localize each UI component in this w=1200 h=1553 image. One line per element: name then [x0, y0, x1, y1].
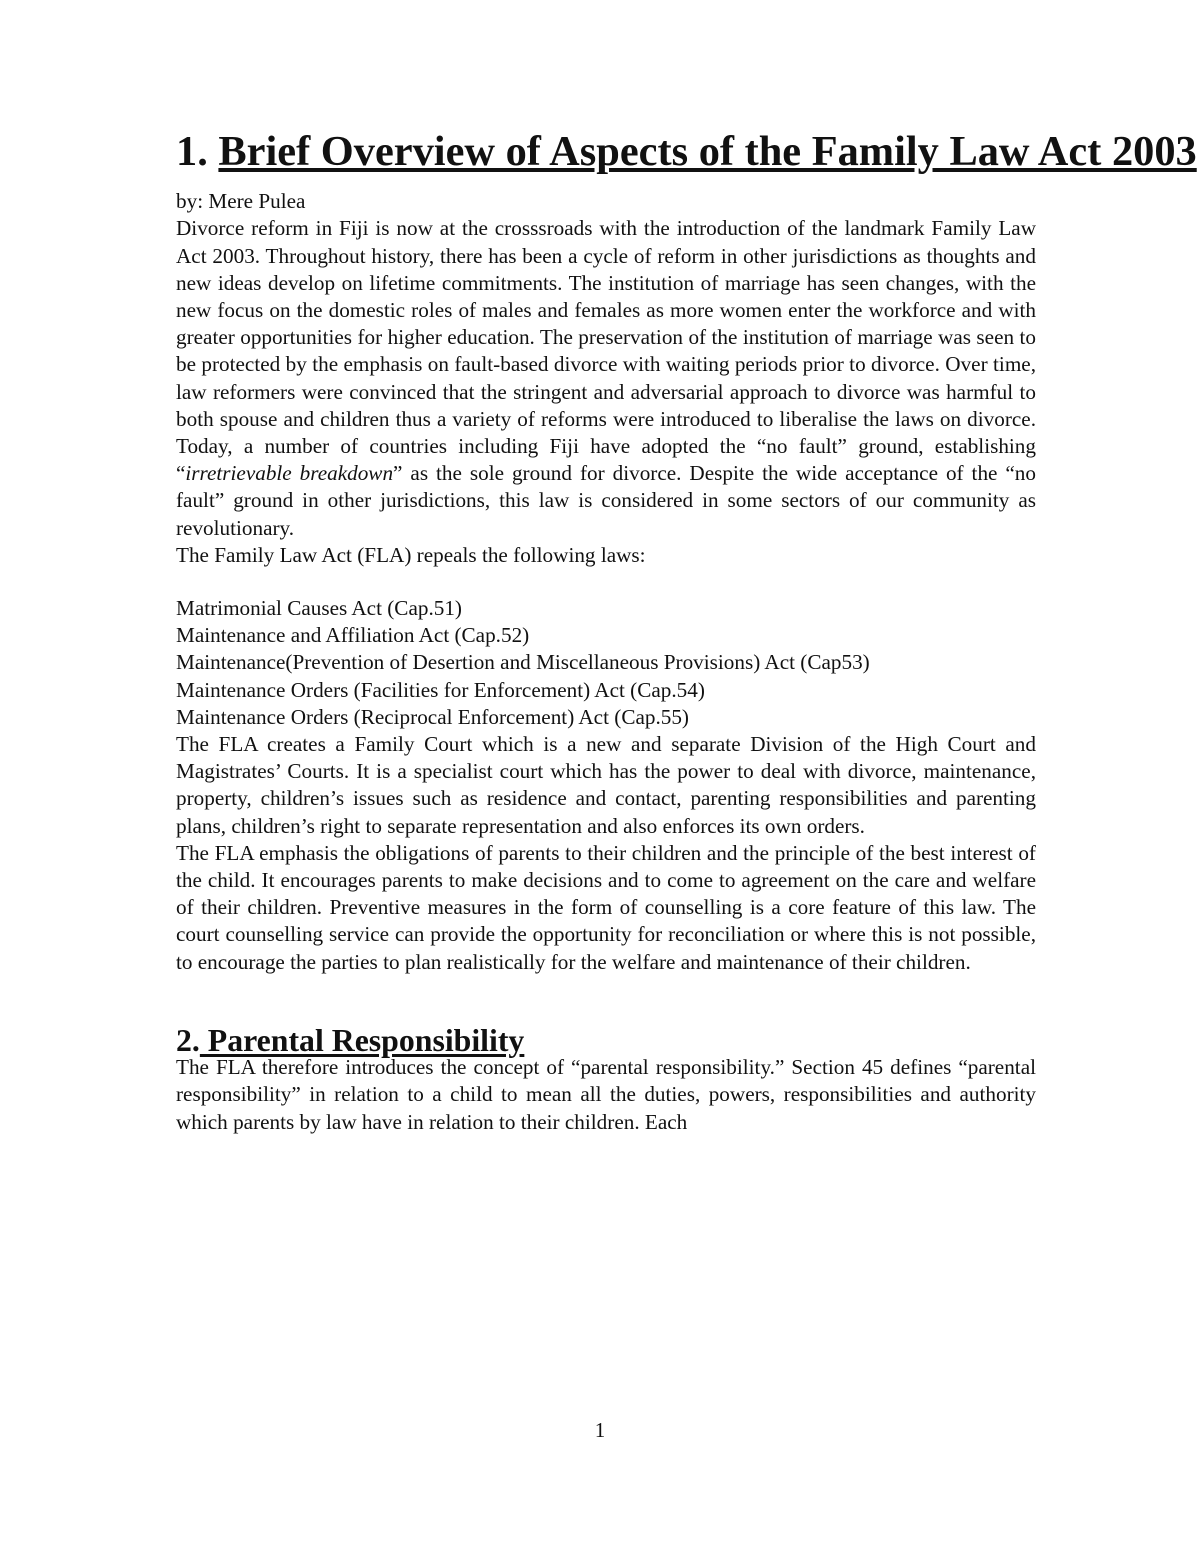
repealed-law-item: Maintenance Orders (Facilities for Enforcement) Act (Cap.54)	[176, 677, 705, 702]
section-2-title: Parental Responsibility	[199, 1022, 525, 1058]
repealed-law-item: Matrimonial Causes Act (Cap.51)	[176, 596, 462, 621]
intro-italic-term: irretrievable breakdown	[185, 461, 394, 486]
section-1-heading	[176, 128, 1197, 175]
repealed-law-item: Maintenance Orders (Reciprocal Enforcement) Act (Cap.55)	[176, 704, 689, 729]
repealed-laws-list	[176, 595, 1036, 731]
document-page	[176, 128, 1197, 1136]
intro-text-part-1: Divorce reform in Fiji is now at the crosssroads with the introduction of the landmark Family Law Act 2003. Throughout history, there has been a cycle of reform in other jurisdictions as thoughts and new ideas develop on lifetime commitments. The institution of marriage has seen changes, with the new focus on the domestic roles of males and females as more women enter the workforce and with greater opportunities for higher education. The preservation of the institution of marriage was seen to be protected by the emphasis on fault-based divorce with waiting periods prior to divorce. Over time, law reformers were convinced that the stringent and adversarial approach to divorce was harmful to both spouse and children thus a variety of reforms were introduced to liberalise the laws on divorce. Today, a number of countries including Fiji have adopted the “no fault” ground, establishing “	[176, 216, 1036, 486]
author-byline: by: Mere Pulea	[176, 189, 306, 214]
parental-responsibility-paragraph: The FLA therefore introduces the concept of “parental responsibility.” Section 45 defines “parental responsibility” in relation to a child to mean all the duties, powers, responsibilities and authority which parents by law have in relation to their children. Each	[176, 1055, 1036, 1134]
section-1-title: Brief Overview of Aspects of the Family Law Act 2003	[218, 128, 1197, 175]
parental-obligations-paragraph: The FLA emphasis the obligations of parents to their children and the principle of the best interest of the child. It encourages parents to make decisions and to come to agreement on the care and welfare of their children. Preventive measures in the form of counselling is a core feature of this law. The court counselling service can provide the opportunity for reconciliation or where this is not possible, to encourage the parties to plan realistically for the welfare and maintenance of their children.	[176, 840, 1036, 974]
section-2-heading	[176, 1022, 1036, 1058]
section-1-number: 1.	[176, 128, 208, 175]
repeals-intro: The Family Law Act (FLA) repeals the following laws:	[176, 542, 646, 567]
page-number: 1	[594, 1418, 606, 1442]
intro-text-part-2: ” as the sole ground for divorce. Despite the wide acceptance of the “no fault” ground in other jurisdictions, this law is considered in some sectors of our community as revolutionary.	[176, 461, 1036, 540]
family-court-paragraph: The FLA creates a Family Court which is a new and separate Division of the High Court and Magistrates’ Courts. It is a specialist court which has the power to deal with divorce, maintenance, property, children’s issues such as residence and contact, parenting responsibilities and parenting plans, children’s right to separate representation and also enforces its own orders.	[176, 732, 1036, 838]
repealed-law-item: Maintenance(Prevention of Desertion and Miscellaneous Provisions) Act (Cap53)	[176, 650, 870, 675]
repealed-law-item: Maintenance and Affiliation Act (Cap.52)	[176, 623, 530, 648]
section-2-number: 2.	[176, 1022, 200, 1058]
intro-paragraph	[176, 215, 1036, 541]
